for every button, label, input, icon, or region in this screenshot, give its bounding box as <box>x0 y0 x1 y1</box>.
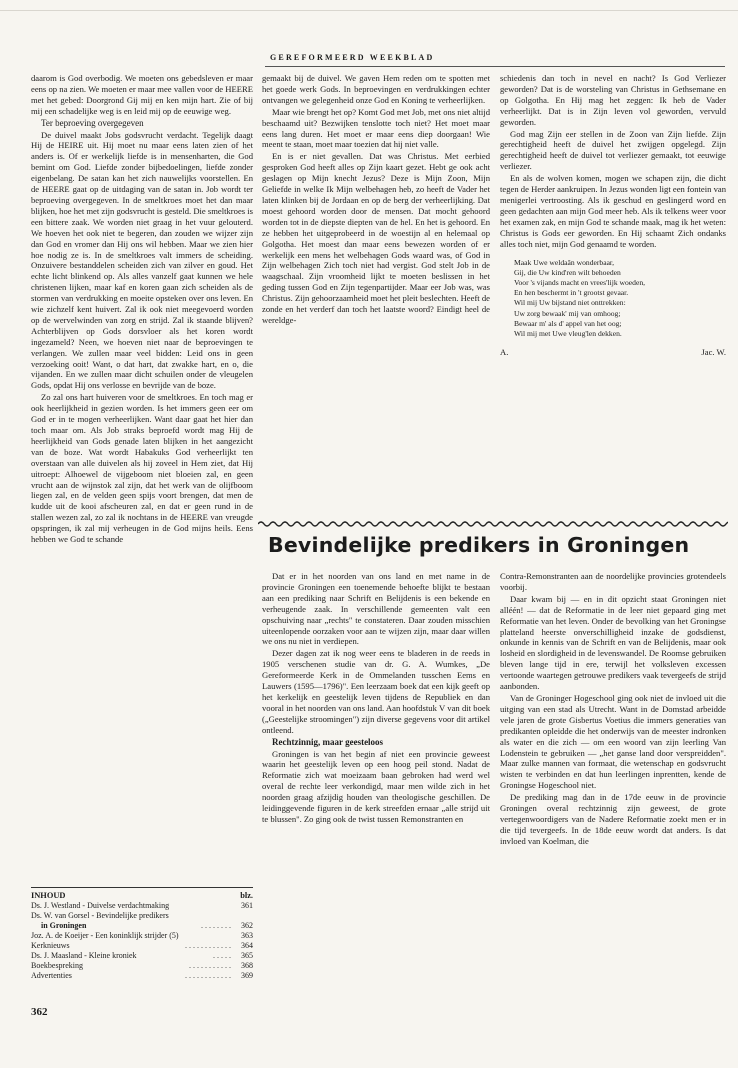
poem-line: Maak Uwe weldaân wonderbaar, <box>514 257 615 267</box>
toc-entry-page: 361 <box>241 901 253 910</box>
signature-left: A. <box>500 347 509 358</box>
toc-entry-page: 368 <box>241 961 253 970</box>
paragraph: Contra-Remonstranten aan de noordelijke provincies grotendeels voorbij. <box>500 571 726 592</box>
toc-entry-dots: . . . . . . . . <box>201 921 231 930</box>
poem-line: Wil mij Uw bijstand niet onttrekken: <box>514 298 626 308</box>
article-2-column-2 <box>500 571 726 847</box>
paragraph: Van de Groninger Hogeschool ging ook niet de invloed uit die uitging van een stad als Utrecht. Want in de Domstad arbeidde vele jaren de grote Gisbertus Voetius die immers generaties van predikanten opleidde die het onderwijs van de meester indronken als water en die zich — om een woord van zijn leerling Van Lodenstein te gebruiken — „het ganse land door verspreidden". Maar zulke mannen van formaat, die wetenschap en godsvrucht wisten te verbinden en dat hun leerlingen inprentten, kende de Groningse Hogeschool niet. <box>500 692 726 791</box>
toc-entry-dots: . . . . . . . . . . . <box>189 961 231 970</box>
paragraph: En als de wolven komen, mogen we schapen zijn, die dicht tegen de Herder aankruipen. In Jezus wonden ligt een fontein van menigerlei vertroosting. Als ik geschud en geslingerd word en geen gedachten aan mijn God meer heb. Als ik telkens weer voor het examen zak, en mijn God te schande maak, mag ik het weten: Christus is Gods eer geworden. En Hij schaamt Zich ondanks alles toch niet, mijn God genaamd te worden. <box>500 173 726 249</box>
toc-entry-title: Advertenties <box>31 971 72 980</box>
toc-entry[interactable] <box>31 951 253 961</box>
page-number: 362 <box>31 1006 48 1018</box>
toc-entry-page: 365 <box>241 951 253 960</box>
toc-entry-page: 363 <box>241 931 253 940</box>
article-headline: Bevindelijke predikers in Groningen <box>268 533 690 557</box>
toc-entry[interactable] <box>31 911 253 921</box>
toc-title: INHOUD <box>31 891 66 900</box>
article-signature <box>500 347 726 358</box>
paragraph: Zo zal ons hart huiveren voor de smeltkroes. En toch mag er ook heerlijkheid in gezien worden. Is het immers geen eer om God er in te mogen verheerlijken. Want daar gaat het hier dan toch maar om. Als Job straks beproefd wordt mag Hij de heerlijkheid van Gods genade laten blijken in het aangezicht van de boze. Wat wordt Habakuks God verheerlijkt ten overstaan van alle duivelen als hij zoveel in Hem ziet, dat Hij uitroept: Alhoewel de vijgeboom niet bloeien zal, en geen vrucht aan de wijnstok zal zijn, dat het werk van de olijfboom liegen zal, en de velden geen spijs voort brengen, dat men de kudde uit de kooi afscheuren zal, en dat er geen rund in de stallen wezen zal, zo zal ik nochtans in de HEERE van vreugde opspringen, ik zal mij verheugen in de God mijns heils. Eens hebben we God te schande <box>31 392 253 545</box>
toc-entry[interactable] <box>31 921 253 931</box>
toc-entry-dots: . . . . . <box>213 951 231 960</box>
paragraph: Dezer dagen zat ik nog weer eens te bladeren in de reeds in 1905 verschenen studie van dr. G. A. Wumkes, „De Gereformeerde Kerk in de Ommelanden tusschen Eems en Lauwers (1595—1796)". Een leerzaam boek dat een kijk geeft op het kerkelijk en geestelijk leven tijdens de Republiek en dan vooral in het noorden van ons land. Aan hoofdstuk V van dit boek („Geestelijke stroomingen") zijn diverse gegevens voor dit artikel ontleend. <box>262 648 490 735</box>
section-subhead: Rechtzinnig, maar geesteloos <box>272 736 384 747</box>
poem-line: Bewaar m' als d' appel van het oog; <box>514 318 622 328</box>
paragraph: En is er niet gevallen. Dat was Christus. Met eerbied gesproken God heeft alles op Zijn kaart gezet. Hebt ge ook acht geslagen op Mijn knecht Jezus? Deze is Mijn Zoon, Mijn Geliefde in welke Ik Mijn welbehagen heb, zo heeft de Vader het laten klinken bij de Jordaan en op de berg der verheerlijking. Dat moest gehoord worden door de mensen. Dat mocht gehoord worden tot in de diepste diepten van de hel. En het is gehoord. En ze hebben het uitgeprobeerd in de woestijn al en helemaal op Golgotha. Het moest dan maar eens bewezen worden of er werkelijk een mens het welbehagen Gods waard was, of God in Zijn welbehagen Zich toch niet had vergist. God stelt Job in de waagschaal. Zijn vroomheid lijkt te moeten beslissen in het geding tussen God en Zijn tegenpartijder. Maar eer Job was, was Christus. Zijn gehoorzaamheid moet het pleit beslechten. Heeft de zonde en het verderf dan toch het laatste woord? Eindigt heel de wereldge- <box>262 151 490 325</box>
toc-entry-dots: . . . . . . . . . . . . <box>185 941 231 950</box>
toc-entry-page: 362 <box>241 921 253 930</box>
toc-entry[interactable] <box>31 941 253 951</box>
table-of-contents <box>31 887 253 981</box>
author-signature: Jac. W. <box>701 347 726 358</box>
poem-line: Uw zorg bewaak' mij van omhoog; <box>514 308 621 318</box>
toc-entry-title: in Groningen <box>41 921 87 930</box>
paragraph: gemaakt bij de duivel. We gaven Hem reden om te spotten met het goede werk Gods. In beproevingen en verdrukkingen echter ontvangen we gelegenheid onze God en Koning te verheerlijken. <box>262 73 490 105</box>
toc-entry-title: Boekbespreking <box>31 961 83 970</box>
toc-entry[interactable] <box>31 961 253 971</box>
toc-entry-page <box>231 911 253 921</box>
toc-entry[interactable] <box>31 931 253 941</box>
paragraph: Dat er in het noorden van ons land en met name in de provincie Groningen een toenemende behoefte blijkt te bestaan aan een prediking naar Schrift en Belijdenis is een bekende en verheugende zaak. In verschillende gemeenten valt een opschuiving naar „rechts" te constateren. Daar zouden misschien uiteenlopende oorzaken voor aan te wijzen zijn, maar daar willen we ons nu niet in verdiepen. <box>262 571 490 647</box>
running-head: GEREFORMEERD WEEKBLAD <box>270 53 435 62</box>
toc-header <box>31 891 253 900</box>
toc-rule <box>31 887 253 888</box>
column-3 <box>500 73 726 358</box>
toc-entry-title: Ds. J. Maasland - Kleine kroniek <box>31 951 137 960</box>
toc-entry-title: Ds. J. Westland - Duivelse verdachtmaking <box>31 901 170 910</box>
poem-line: Gij, die Uw kind'ren wilt behoeden <box>514 267 621 277</box>
toc-entry-dots: . . . . . . . . . . . . <box>185 971 231 980</box>
toc-entry-title: Joz. A. de Koeijer - Een koninklijk strijder (5) <box>31 931 179 940</box>
header-rule <box>265 66 725 67</box>
column-1-intro: daarom is God overbodig. We moeten ons gebedsleven er maar eens op na zien. We moeten er maar mee vallen voor de HEERE met het gebed: Doorgrond Gij mij en ken mijn hart. Zie of bij mij een schadelijke weg is en leid mij op de eeuwige weg. <box>31 73 253 116</box>
paragraph: Daar kwam bij — en in dit opzicht staat Groningen niet alléén! — dat de Reformatie in de leer niet gepaard ging met Reformatie van het leven. Onder de bevolking van het Groningse platteland heerste onverschilligheid inzake de godsdienst, onkunde in kennis van de Schrift en van de Belijdenis, maar ook losheid en slordigheid in de levenswandel. De Roomse gebruiken bleven lange tijd in ere, terwijl het volksleven excessen vertoonde waartegen getrouwe predikers vaak tevergeefs de strijd aanbonden. <box>500 593 726 692</box>
paragraph: De prediking mag dan in de 17de eeuw in de provincie Groningen overal rechtzinnig zijn geweest, de grote vertegenwoordigers van de Nadere Reformatie zoekt men er in die tijd tevergeefs. In de 18de eeuw wordt dat anders. Is dat invloed van Koelman, die <box>500 792 726 846</box>
article-2-column-1 <box>262 571 490 825</box>
toc-page-label: blz. <box>240 891 253 900</box>
toc-entry-title: Ds. W. van Gorsel - Bevindelijke predikers <box>31 911 169 920</box>
toc-entry-page: 369 <box>241 971 253 980</box>
paragraph: Groningen is van het begin af niet een provincie geweest waarin het geestelijk leven op een hoog peil stond. Nadat de Reformatie zich wat moeizaam baan gebroken had werd wel overal de rechte leer verkondigd, maar men wilde zich in het noorden graag afzijdig houden van theologische geschillen. De leidinggevende figuren in de kerk streefden ernaar „alle strijd uit te blussen". Zo ging ook de twist tussen Remonstranten en <box>262 748 490 824</box>
toc-entry-page: 364 <box>241 941 253 950</box>
wavy-divider <box>258 519 728 529</box>
poem-line: Voor 's vijands macht en vrees'lijk woeden, <box>514 277 646 287</box>
toc-entry[interactable] <box>31 971 253 981</box>
paragraph: schiedenis dan toch in nevel en nacht? Is God Verliezer geworden? Dat is de worsteling van Christus in Gethsemane en op Golgotha. En Hij mag het zeggen: Ik heb de Vader verheerlijkt. Dat is in Zijn leven vol geworden, vervuld geworden. <box>500 73 726 127</box>
column-1 <box>31 73 253 545</box>
poem <box>514 258 726 340</box>
section-subhead: Ter beproeving overgegeven <box>41 117 144 128</box>
toc-entry-title: Kerknieuws <box>31 941 70 950</box>
column-2 <box>262 73 490 326</box>
paragraph: Maar wie brengt het op? Komt God met Job, met ons niet altijd beschaamd uit? Bezwijken tenslotte toch niet? Het moet maar eens lang duren. Het moet er maar eens diep doorgaan! Wie meent te staan, moet maar toezien dat hij niet valle. <box>262 106 490 150</box>
poem-line: En hen beschermt in 't grootst gevaar. <box>514 288 629 298</box>
toc-entry[interactable] <box>31 901 253 911</box>
paragraph: De duivel maakt Jobs godsvrucht verdacht. Tegelijk daagt Hij de HEIRE uit. Hij moet nu maar eens laten zien of het anders is. Of er werkelijk liefde is in mensenharten, die God bemint om God. Liefde zonder bijbedoelingen, liefde zonder eigenbelang. De satan kan het zich nauwelijks voorstellen. En de HEERE gaat op de uitdaging van de satan in. Job wordt ter beproeving overgegeven. In de smeltkroes moet het dan maar blijken, hoe het met zijn godsvrucht is gesteld. Die smeltkroes is een bittere zaak. We worden niet graag in het vuur gelouterd. We hoeven het ook niet te begeren, dan zouden we wijzer zijn dan God en vromer dan Hij ons wil hebben. Maar we zien hier hoe nodig ze is. In de smeltkroes valt immers de scheiding. Onzuivere bestanddelen scheiden zich van zilver en goud. Het echte licht blinkend op. Als alles vanzelf gaat kunnen we hele christenen lijken, maar kaf en koren gaan zich scheiden als de stormen van verdrukking en moeite opsteken over ons leven. En wie zichzelf kent huivert. Zal ik ook niet meegevoerd worden op de wervelwinden van zorg en strijd. Zal ik staande blijven? Achterblijven op Gods dorsvloer als het koren wordt ingezameld? Neen, we hoeven niet naar de beproevingen te verlangen. We zullen maar veel bidden: Leid ons in geen verzoeking ooit! Want, o dat hart, dat zwakke hart, en o, die vijanden. En we zullen maar dicht schuilen onder de vleugelen Gods, opdat Hij ons verlosse en bevrijde van de boze. <box>31 129 253 391</box>
paragraph: God mag Zijn eer stellen in de Zoon van Zijn liefde. Zijn gerechtigheid heeft de duivel het zwijgen opgelegd. Zijn gerechtigheid heeft de duivel tot verliezer gemaakt, tot eeuwige verliezer. <box>500 128 726 172</box>
poem-line: Wil mij met Uwe vleug'len dekken. <box>514 328 622 338</box>
page-edge-line <box>0 10 738 11</box>
